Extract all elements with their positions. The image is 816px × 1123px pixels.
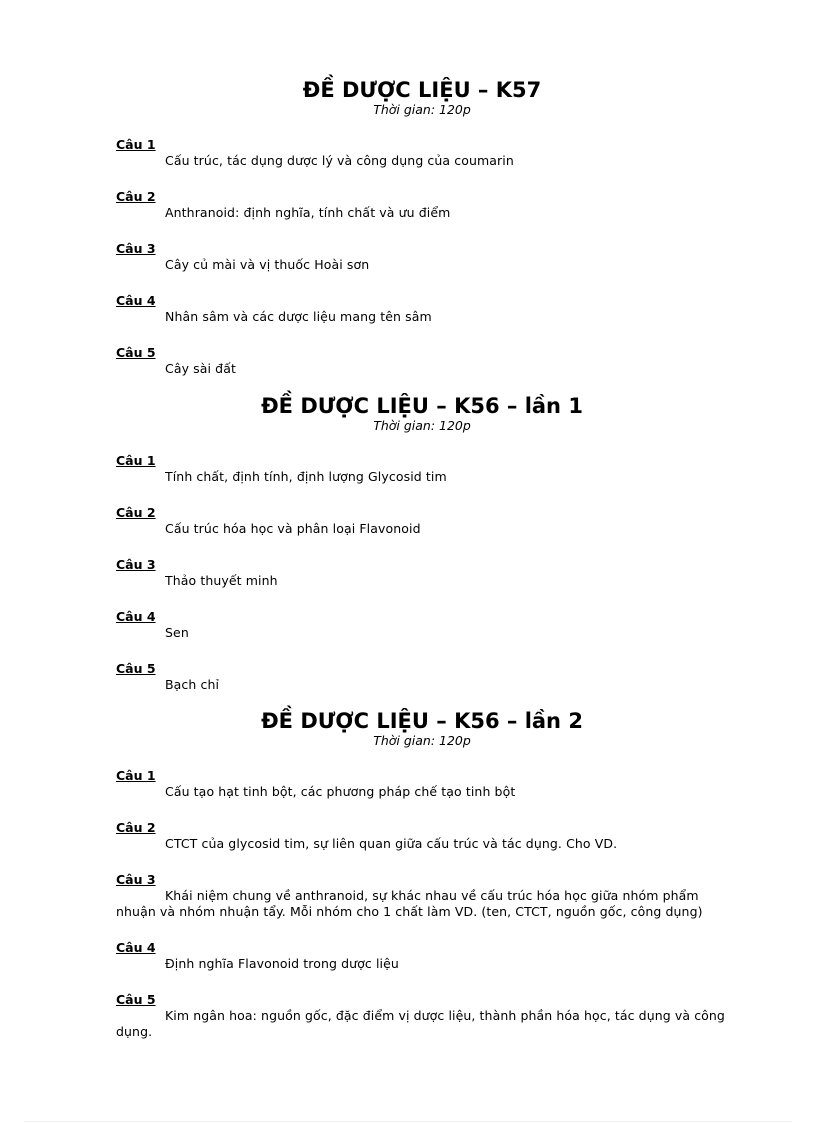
question-text: Cây củ mài và vị thuốc Hoài sơn bbox=[165, 257, 370, 272]
question-label: Câu 1 bbox=[116, 137, 156, 152]
question-item bbox=[116, 817, 728, 852]
question-label: Câu 5 bbox=[116, 345, 156, 360]
question-item bbox=[116, 606, 728, 641]
question-text: Cây sài đất bbox=[165, 361, 236, 376]
question-label: Câu 4 bbox=[116, 609, 156, 624]
question-text: Cấu trúc, tác dụng dược lý và công dụng của coumarin bbox=[165, 153, 514, 168]
question-item bbox=[116, 989, 728, 1040]
page-bottom-divider bbox=[24, 1121, 792, 1122]
exam-time: Thời gian: 120p bbox=[373, 418, 471, 433]
question-label: Câu 2 bbox=[116, 505, 156, 520]
question-text: Tính chất, định tính, định lượng Glycosid tim bbox=[165, 469, 447, 484]
question-label: Câu 3 bbox=[116, 241, 156, 256]
question-item bbox=[116, 238, 728, 273]
question-label: Câu 5 bbox=[116, 661, 156, 676]
question-label: Câu 4 bbox=[116, 940, 156, 955]
question-item bbox=[116, 658, 728, 693]
exam-section-k56-2 bbox=[116, 709, 728, 1057]
question-item bbox=[116, 869, 728, 920]
question-text: Kim ngân hoa: nguồn gốc, đặc điểm vị dược liệu, thành phần hóa học, tác dụng và công dụng. bbox=[116, 1008, 725, 1039]
question-item bbox=[116, 342, 728, 377]
exam-time: Thời gian: 120p bbox=[373, 102, 471, 117]
question-text: CTCT của glycosid tim, sự liên quan giữa cấu trúc và tác dụng. Cho VD. bbox=[165, 836, 618, 851]
question-item bbox=[116, 554, 728, 589]
question-text: Cấu tạo hạt tinh bột, các phương pháp chế tạo tinh bột bbox=[165, 784, 516, 799]
exam-section-k56-1 bbox=[116, 394, 728, 710]
question-label: Câu 2 bbox=[116, 189, 156, 204]
question-label: Câu 3 bbox=[116, 557, 156, 572]
question-text: Nhân sâm và các dược liệu mang tên sâm bbox=[165, 309, 432, 324]
question-item bbox=[116, 502, 728, 537]
question-item bbox=[116, 290, 728, 325]
question-text: Sen bbox=[165, 625, 189, 640]
question-item bbox=[116, 765, 728, 800]
question-text: Cấu trúc hóa học và phân loại Flavonoid bbox=[165, 521, 421, 536]
question-label: Câu 5 bbox=[116, 992, 156, 1007]
question-label: Câu 4 bbox=[116, 293, 156, 308]
question-item bbox=[116, 134, 728, 169]
question-label: Câu 3 bbox=[116, 872, 156, 887]
question-label: Câu 2 bbox=[116, 820, 156, 835]
question-text: Định nghĩa Flavonoid trong dược liệu bbox=[165, 956, 399, 971]
question-text: Anthranoid: định nghĩa, tính chất và ưu điểm bbox=[165, 205, 451, 220]
question-item bbox=[116, 937, 728, 972]
question-label: Câu 1 bbox=[116, 768, 156, 783]
question-item bbox=[116, 186, 728, 221]
exam-section-k57 bbox=[116, 78, 728, 394]
question-label: Câu 1 bbox=[116, 453, 156, 468]
question-text: Thảo thuyết minh bbox=[165, 573, 278, 588]
question-text: Bạch chỉ bbox=[165, 677, 220, 692]
exam-time: Thời gian: 120p bbox=[373, 733, 471, 748]
exam-title: ĐỀ DƯỢC LIỆU – K56 – lần 2 bbox=[261, 709, 583, 733]
question-item bbox=[116, 450, 728, 485]
exam-title: ĐỀ DƯỢC LIỆU – K57 bbox=[302, 78, 542, 102]
exam-title: ĐỀ DƯỢC LIỆU – K56 – lần 1 bbox=[261, 394, 583, 418]
question-text: Khái niệm chung về anthranoid, sự khác nhau về cấu trúc hóa học giữa nhóm phẩm nhuận và nhóm nhuận tẩy. Mỗi nhóm cho 1 chất làm VD. (ten, CTCT, nguồn gốc, công dụng) bbox=[116, 888, 703, 919]
